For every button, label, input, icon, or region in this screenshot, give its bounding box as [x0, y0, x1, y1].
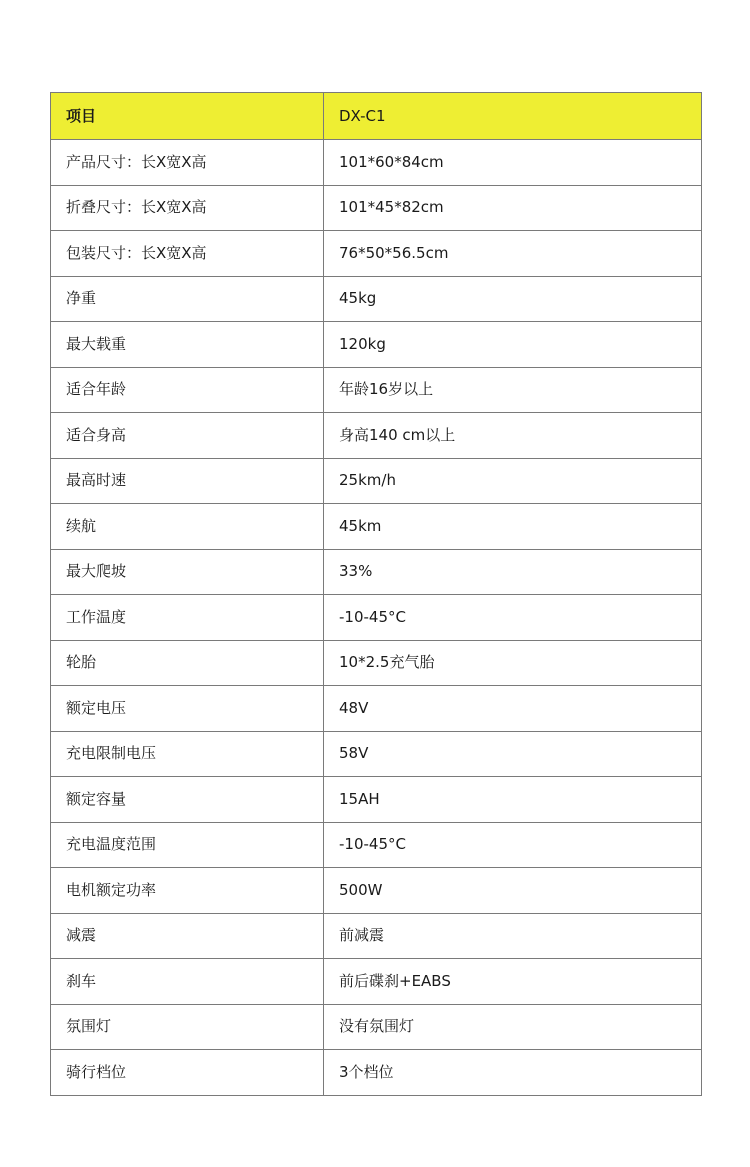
spec-label: 最大爬坡	[51, 549, 324, 595]
spec-value: 前后碟刹+EABS	[324, 959, 702, 1005]
table-row	[51, 1050, 702, 1096]
spec-value: 101*45*82cm	[324, 185, 702, 231]
table-row	[51, 959, 702, 1005]
spec-value: 15AH	[324, 777, 702, 823]
spec-label: 折叠尺寸：长X宽X高	[51, 185, 324, 231]
table-row	[51, 549, 702, 595]
spec-value: -10-45°C	[324, 822, 702, 868]
spec-label: 最大载重	[51, 322, 324, 368]
table-row	[51, 731, 702, 777]
spec-value: 76*50*56.5cm	[324, 231, 702, 277]
table-row	[51, 322, 702, 368]
spec-label: 减震	[51, 913, 324, 959]
table-header-row	[51, 93, 702, 140]
spec-label: 电机额定功率	[51, 868, 324, 914]
table-row	[51, 686, 702, 732]
spec-value: 没有氛围灯	[324, 1004, 702, 1050]
spec-value: 前减震	[324, 913, 702, 959]
table-row	[51, 868, 702, 914]
spec-value: 年龄16岁以上	[324, 367, 702, 413]
table-row	[51, 140, 702, 186]
spec-label: 适合身高	[51, 413, 324, 459]
spec-label: 额定容量	[51, 777, 324, 823]
table-row	[51, 777, 702, 823]
table-row	[51, 276, 702, 322]
table-row	[51, 367, 702, 413]
spec-value: 3个档位	[324, 1050, 702, 1096]
header-model-cell: DX-C1	[324, 93, 702, 140]
table-row	[51, 913, 702, 959]
table-row	[51, 595, 702, 641]
spec-value: 45kg	[324, 276, 702, 322]
spec-label: 续航	[51, 504, 324, 550]
spec-value: 25km/h	[324, 458, 702, 504]
spec-label: 轮胎	[51, 640, 324, 686]
spec-label: 额定电压	[51, 686, 324, 732]
spec-label: 净重	[51, 276, 324, 322]
spec-value: 10*2.5充气胎	[324, 640, 702, 686]
spec-value: 101*60*84cm	[324, 140, 702, 186]
table-row	[51, 1004, 702, 1050]
spec-value: 45km	[324, 504, 702, 550]
spec-label: 产品尺寸：长X宽X高	[51, 140, 324, 186]
table-row	[51, 458, 702, 504]
table-row	[51, 504, 702, 550]
spec-label: 骑行档位	[51, 1050, 324, 1096]
spec-value: 58V	[324, 731, 702, 777]
spec-label: 充电限制电压	[51, 731, 324, 777]
spec-label: 工作温度	[51, 595, 324, 641]
spec-value: -10-45°C	[324, 595, 702, 641]
table-row	[51, 231, 702, 277]
table-row	[51, 822, 702, 868]
table-row	[51, 413, 702, 459]
spec-label: 适合年龄	[51, 367, 324, 413]
spec-label: 充电温度范围	[51, 822, 324, 868]
spec-label: 刹车	[51, 959, 324, 1005]
spec-value: 120kg	[324, 322, 702, 368]
spec-value: 500W	[324, 868, 702, 914]
spec-value: 33%	[324, 549, 702, 595]
table-row	[51, 640, 702, 686]
table-row	[51, 185, 702, 231]
spec-label: 氛围灯	[51, 1004, 324, 1050]
spec-label: 最高时速	[51, 458, 324, 504]
spec-table	[50, 92, 702, 1096]
spec-value: 身高140 cm以上	[324, 413, 702, 459]
header-label-cell: 项目	[51, 93, 324, 140]
spec-label: 包装尺寸：长X宽X高	[51, 231, 324, 277]
spec-value: 48V	[324, 686, 702, 732]
